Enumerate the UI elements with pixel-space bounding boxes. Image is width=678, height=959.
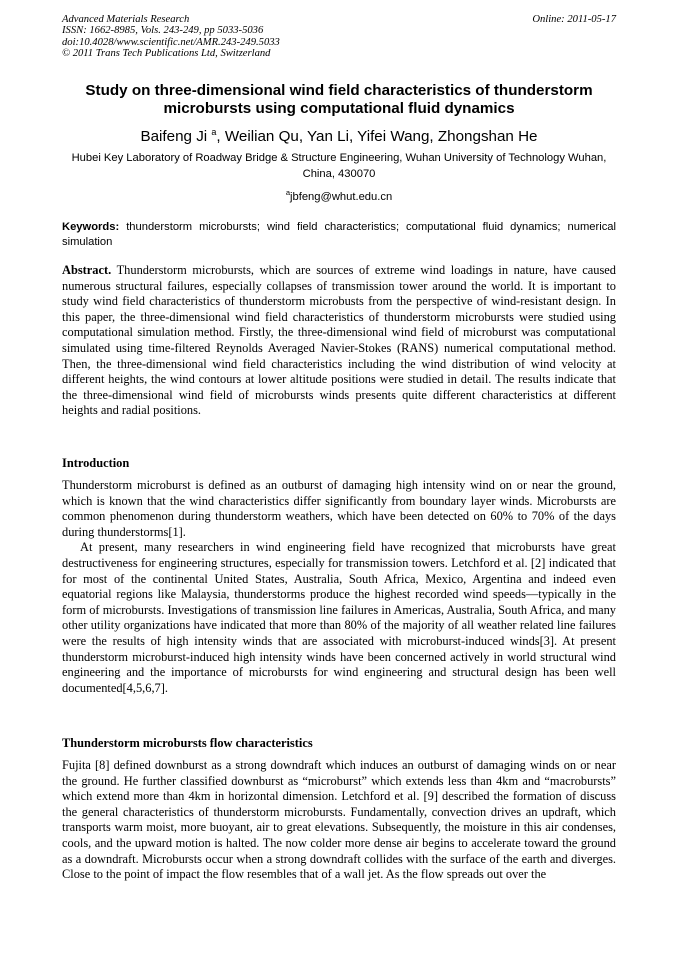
abstract [62,263,616,419]
abstract-label: Abstract. [62,263,112,277]
other-authors: , Weilian Qu, Yan Li, Yifei Wang, Zhongshan He [216,128,538,145]
flow-characteristics-heading: Thunderstorm microbursts flow characteristics [62,736,313,750]
email-superscript: a [285,188,290,197]
email-address: jbfeng@whut.edu.cn [290,191,393,203]
journal-copyright: © 2011 Trans Tech Publications Ltd, Switzerland [62,47,271,59]
abstract-text: Thunderstorm microbursts, which are sources of extreme wind loadings in nature, have caused numerous structural failures, especially collapses of transmission tower around the world. It is important to study wind field characteristics of thunderstorm microbusts from the perspective of wind-resistant design. In this paper, the three-dimensional wind field characteristics of thunderstorm microbursts were studied using computational simulation method. Firstly, the three-dimensional wind field of microburst was computational simulated using time-filtered Reynolds Averaged Navier-Stokes (RANS) numerical computational method. Then, the three-dimensional wind field characteristics including the wind distribution of wind velocity at different heights, the wind contours at lower altitude positions were studied in detail. The results indicate that the three-dimensional wind field of microbursts winds presents quite different characteristics at different heights and radial positions. [62,263,617,418]
keywords [62,220,616,250]
journal-doi: doi:10.4028/www.scientific.net/AMR.243-249.5033 [62,36,280,48]
introduction-paragraph-2: At present, many researchers in wind engineering field have recognized that microbursts have great destructiveness for engineering structures, especially for transmission towers. Letchford et al. [2] indicated that for most of the continental United States, Australia, South Africa, Mexico, Argentina and indeed even equatorial regions like Malaysia, thunderstorms produce the highest recorded wind speeds—typically in the form of microbursts. Investigations of transmission line failures in Americas, Australia, South Africa, and many other utility organizations have indicated that more than 80% of the majority of all weather related line failures were the results of high intensity winds that are associated with microburst-induced winds[3]. At present thunderstorm microburst-induced high intensity winds have been concerned actively in world structural wind engineering and the importance of microbursts for wind engineering and structural design has been well documented[4,5,6,7]. [62,540,616,695]
flow-paragraph-1: Fujita [8] defined downburst as a strong downdraft which induces an outburst of damaging winds on or near the ground. He further classified downburst as “microburst” which extends less than 4km and “macrobursts” which extend more than 4km in horizontal dimension. Letchford et al. [9] described the formation of discuss the general characteristics of thunderstorm microbursts. Fundamentally, convection drives an updraft, which transports warm moist, more buoyant, air to great elevations. Subsequently, the moisture in this air condenses, cools, and the upward motion is halted. The now colder more dense air begins to accelerate toward the ground as a downdraft. Microbursts occur when a strong downdraft collides with the surface of the earth and diverges. Close to the point of impact the flow resembles that of a wall jet. As the flow spreads out over the [62,758,616,882]
journal-header [62,14,616,59]
keywords-text: thunderstorm microbursts; wind field characteristics; computational fluid dynamics; numerical simulation [62,221,616,248]
affiliation: Hubei Key Laboratory of Roadway Bridge & Structure Engineering, Wuhan University of Technology Wuhan, China, 430070 [71,152,607,180]
journal-name: Advanced Materials Research [62,14,190,25]
journal-issn: ISSN: 1662-8985, Vols. 243-249, pp 5033-5036 [62,25,264,37]
author-list [40,123,638,146]
introduction-heading: Introduction [62,456,130,470]
author-superscript: a [211,127,217,137]
online-date: Online: 2011-05-17 [532,14,616,25]
introduction-section [62,478,616,696]
flow-characteristics-section [62,758,616,883]
paper-title: Study on three-dimensional wind field characteristics of thunderstorm microbursts using computational fluid dynamics [85,82,593,117]
author-email [40,185,638,205]
keywords-label: Keywords: [62,221,120,233]
introduction-paragraph-1: Thunderstorm microburst is defined as an outburst of damaging high intensity wind on or near the ground, which is known that the wind characteristics differ significantly from boundary layer winds. Microbursts are common phenomenon during thunderstorm weathers, which have been detected on 60% to 70% of the days during thunderstorms[1]. [62,478,616,539]
first-author: Baifeng Ji [140,128,208,145]
